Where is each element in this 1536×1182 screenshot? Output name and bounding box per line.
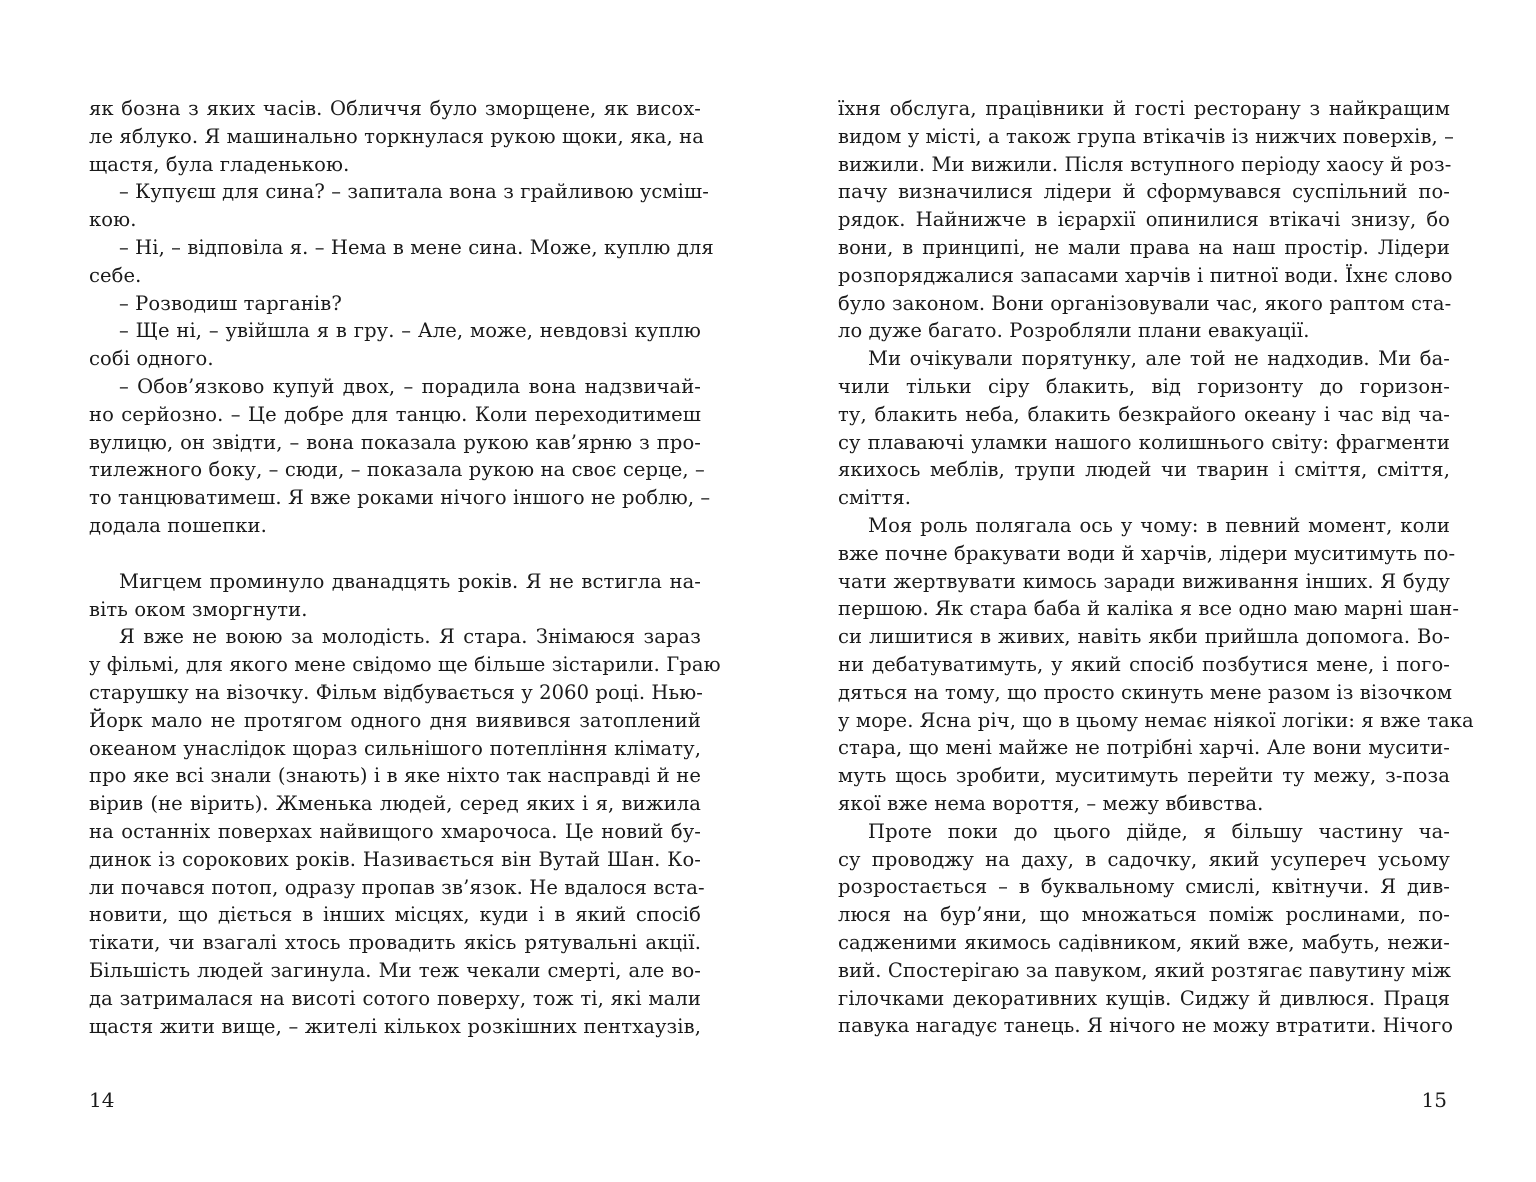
text-line: рядок. Найнижче в ієрархії опинилися втікачі знизу, бо <box>838 208 1450 232</box>
text-line: вони, в принципі, не мали права на наш простір. Лідери <box>838 235 1450 259</box>
text-line: розпоряджалися запасами харчів і питної води. Їхнє слово <box>838 263 1453 287</box>
text-line: тилежного боку, – сюди, – показала рукою на своє серце, – <box>89 458 705 482</box>
text-line: видом у місті, а також група втікачів із нижчих поверхів, – <box>838 124 1455 148</box>
text-line: су плаваючі уламки нашого колишнього світу: фрагменти <box>838 430 1450 454</box>
text-line: пачу визначилися лідери й сформувався суспільний по- <box>838 180 1450 204</box>
text-line: у фільмі, для якого мене свідомо ще більше зістарили. Граю <box>89 653 721 677</box>
text-line: тікати, чи взагалі хтось провадить якісь рятувальні акції. <box>89 931 701 955</box>
text-line: собі одного. <box>89 347 214 371</box>
left-page-number: 14 <box>89 1088 115 1112</box>
text-line: першою. Як стара баба й каліка я все одно маю марні шан- <box>838 597 1460 621</box>
text-line: – Ні, – відповіла я. – Нема в мене сина. Може, куплю для <box>119 235 714 259</box>
text-line: сміття. <box>838 486 912 510</box>
text-line: кою. <box>89 208 137 232</box>
text-line: – Ще ні, – увійшла я в гру. – Але, може, невдовзі куплю <box>119 319 701 343</box>
text-line: – Обов’язково купуй двох, – порадила вона надзвичай- <box>119 374 701 398</box>
text-line: – Розводиш тарганів? <box>119 291 342 315</box>
text-line: си лишитися в живих, навіть якби прийшла допомога. Во- <box>838 625 1450 649</box>
text-line: стара, що мені майже не потрібні харчі. Але вони мусити- <box>838 736 1450 760</box>
text-line: динок із сорокових років. Називається він Вутай Шан. Ко- <box>89 847 701 871</box>
text-line: да затрималася на висоті сотого поверху, тож ті, які мали <box>89 986 701 1010</box>
paragraph-gap <box>89 540 701 568</box>
text-line: розростається – в буквальному смислі, квітнучи. Я див- <box>838 875 1450 899</box>
text-line: ни дебатуватимуть, у який спосіб позбутися мене, і пого- <box>838 652 1450 676</box>
text-line: щастя, була гладенькою. <box>89 152 350 176</box>
text-line: Ми очікували порятунку, але той не надходив. Ми ба- <box>868 347 1450 371</box>
text-line: Йорк мало не протягом одного дня виявився затоплений <box>89 708 701 732</box>
text-line: вулицю, он звідти, – вона показала рукою кав’ярню з про- <box>89 430 701 454</box>
text-line: люся на бур’яни, що множаться поміж рослинами, по- <box>838 903 1450 927</box>
text-line: чати жертвувати кимось заради виживання інших. Я буду <box>838 569 1450 593</box>
text-line: щастя жити вище, – жителі кількох розкішних пентхаузів, <box>89 1014 701 1038</box>
text-line: додала пошепки. <box>89 513 267 537</box>
text-line: у море. Ясна річ, що в цьому немає ніякої логіки: я вже така <box>838 708 1474 732</box>
right-page-number: 15 <box>1421 1088 1447 1112</box>
text-line: ли почався потоп, одразу пропав зв’язок. Не вдалося вста- <box>89 875 705 899</box>
text-line: старушку на візочку. Фільм відбувається у 2060 році. Нью- <box>89 680 703 704</box>
left-page-text <box>89 95 721 1040</box>
text-line: павука нагадує танець. Я нічого не можу втратити. Нічого <box>838 1014 1454 1038</box>
text-line: муть щось зробити, муситимуть перейти ту межу, з-поза <box>838 764 1450 788</box>
text-line: но серйозно. – Це добре для танцю. Коли переходитимеш <box>89 402 701 426</box>
text-line: ле яблуко. Я машинально торкнулася рукою щоки, яка, на <box>89 124 704 148</box>
text-line: Мигцем проминуло дванадцять років. Я не встигла на- <box>119 569 701 593</box>
text-line: було законом. Вони організовували час, якого раптом ста- <box>838 291 1452 315</box>
text-line: дяться на тому, що просто скинуть мене разом із візочком <box>838 680 1453 704</box>
text-line: Проте поки до цього дійде, я більшу частину ча- <box>868 819 1450 843</box>
text-line: гілочками декоративних кущів. Сиджу й дивлюся. Праця <box>838 986 1450 1010</box>
text-line: су проводжу на даху, в садочку, який усупереч усьому <box>838 847 1450 871</box>
text-line: Моя роль полягала ось у чому: в певний момент, коли <box>868 513 1450 537</box>
text-line: себе. <box>89 263 142 287</box>
text-line: віть оком зморгнути. <box>89 597 308 621</box>
right-page-text <box>838 95 1474 1040</box>
text-line: садженими якимось садівником, який вже, мабуть, нежи- <box>838 930 1450 954</box>
text-line: ло дуже багато. Розробляли плани евакуації. <box>838 319 1310 343</box>
text-line: новити, що діється в інших місцях, куди і в який спосіб <box>89 903 701 927</box>
text-line: про яке всі знали (знають) і в яке ніхто так насправді й не <box>89 764 701 788</box>
text-line: вижили. Ми вижили. Після вступного періоду хаосу й роз- <box>838 152 1452 176</box>
text-line: Я вже не воюю за молодість. Я стара. Знімаюся зараз <box>119 625 701 649</box>
text-line: на останніх поверхах найвищого хмарочоса. Це новий бу- <box>89 819 701 843</box>
text-line: вже почне бракувати води й харчів, лідери муситимуть по- <box>838 541 1456 565</box>
text-line: вий. Спостерігаю за павуком, який розтягає павутину між <box>838 958 1451 982</box>
text-line: – Купуєш для сина? – запитала вона з грайливою усміш- <box>119 180 709 204</box>
text-line: ту, блакить неба, блакить безкрайого океану і час від ча- <box>838 402 1450 426</box>
text-line: то танцюватимеш. Я вже роками нічого іншого не роблю, – <box>89 486 711 510</box>
text-line: вірив (не вірить). Жменька людей, серед яких і я, вижила <box>89 792 701 816</box>
text-line: океаном унаслідок щораз сильнішого потепління клімату, <box>89 736 701 760</box>
text-line: якої вже нема вороття, – межу вбивства. <box>838 791 1264 815</box>
text-line: як бозна з яких часів. Обличчя було зморщене, як висох- <box>89 97 701 120</box>
text-line: якихось меблів, трупи людей чи тварин і сміття, сміття, <box>838 458 1450 482</box>
text-line: Більшість людей загинула. Ми теж чекали смерті, але во- <box>89 958 701 982</box>
text-line: їхня обслуга, працівники й гості ресторану з найкращим <box>838 97 1450 120</box>
text-line: чили тільки сіру блакить, від горизонту до горизон- <box>838 374 1450 398</box>
